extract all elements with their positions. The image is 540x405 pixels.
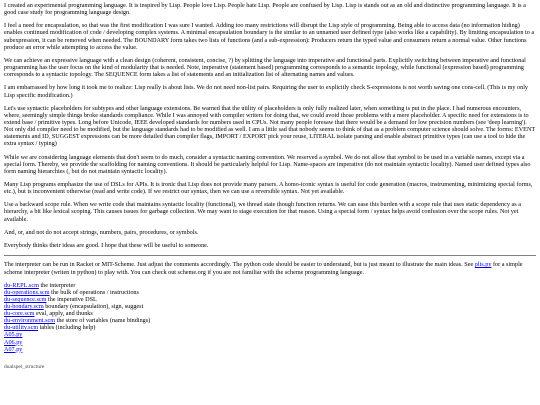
paragraph-dsl: Many Lisp programs emphasize the use of DSLs for APIs. It is ironic that Lisp does not provide many parsers. A homo-iconic syntax is useful for code generation (macros, instrumenting, minimizing special forms, etc.), but is inconvenient otherwise (read and write code). If we restrict our syntax, then we can use a reversible syntax. Not yet available. [4, 181, 533, 196]
file-description: tables (including help) [38, 324, 96, 332]
file-link-a07[interactable]: A07.py [4, 345, 23, 353]
file-description: the imperative DSL [46, 295, 97, 303]
interpreter-note-text: The interpreter can be run in Racket or MIT-Scheme. Just adjust the comments accordingly. The python code should be easier to understand, but is just meant to illustrate the main ideas. See [4, 261, 475, 269]
file-description: the store of variables (name bindings) [55, 317, 151, 325]
file-link-du-utility[interactable]: du-utility.scm [4, 324, 39, 332]
file-description: the bulk of operations / instructions [49, 288, 139, 296]
file-link-a05[interactable]: A05.py [4, 331, 23, 339]
interpreter-note [4, 261, 536, 275]
list-item [4, 339, 536, 346]
list-item [4, 310, 536, 317]
file-description: the interpreter [38, 281, 76, 289]
file-link-du-repl[interactable]: du-REPL.scm [4, 281, 39, 289]
file-description: eval, apply, and thunks [34, 310, 93, 318]
file-list [4, 282, 536, 353]
paragraph-lists: I am embarrassed by how long it took me to realize: Lisp really is about lists. We do not need non-list pairs. Requiring the user to explicitly check S-expressions is not worth saving one cons-cell. (This is my only Lisp specific modification.) [4, 84, 529, 99]
file-link-du-environment[interactable]: du-environment.scm [4, 317, 56, 325]
paragraph-naming: While we are considering language elements that don't seem to do much, consider a syntactic naming convention. We reserved a symbol. We do not allow that symbol to be used in a variable names, except via a special form. Thereby, we provide the scaffolding for naming conventions. It should be particularly helpful for Lisp. Name-spaces are imperative (do not maintain syntactic locality). Named user defined types also form naming hierarchies (, but do not maintain syntactic locality). [4, 153, 531, 175]
file-link-du-operations[interactable]: du-operations.scm [4, 288, 50, 296]
file-link-du-bondary[interactable]: du-bondary.scm [4, 303, 44, 311]
list-item [4, 282, 536, 289]
paragraph-closing: Everybody thinks their ideas are good. I hope that these will be useful to someone. [4, 242, 209, 250]
essay [4, 2, 536, 249]
paragraph-imperative-functional: We can achieve an expressive language with a clean design (coherent, consistent, concise, ?) by splitting the language into imperative and functional parts. Explicitly switching between imperative and functional programming has the user focus on the kind of modularity that is needed. Note, imperative (statement based) programming corresponds to a semantic topology, while functional (expression based) programming corresponds to a syntactic topology. The SEQUENCE form takes a list of statements and an initialization list of alternating names and values. [4, 56, 526, 79]
list-item [4, 346, 536, 353]
paragraph-intro: I created an experimental programming language. It is inspired by Lisp. People love Lisp. People hate Lisp. People are confused by Lisp. Lisp is stands out as an old and distinctive programming language. It is a good case study for programming language design. [4, 2, 526, 17]
list-item [4, 331, 536, 338]
paragraph-encapsulation: I feel a need for encapsulation, so that was the first modification I was sure I wanted. Adding too many restrictions will disrupt the Lisp style of programming. Being able to access data (no information hiding) enables continued modification of code / developing complex systems. A minimal encapsulation boundary is the similar to an unnamed user defined type (also works like a capability). By limiting encapsulation to a subexpression, it can be removed when needed. The BOUNDARY form takes two lists of functions (and a sub-expression): Producers return the typed value and consumers return a normal value. Other functions produce an error while attempting to access the value. [4, 22, 535, 51]
divider [4, 255, 536, 256]
list-item [4, 317, 536, 324]
list-item [4, 289, 536, 296]
paragraph-logic: And, or, and not do not accept strings, numbers, pairs, procedures, or symbols. [4, 228, 199, 236]
list-item [4, 303, 536, 310]
file-link-du-sequence[interactable]: du-sequence.scm [4, 295, 47, 303]
interpreter-note-text-end: for a simple scheme interpreter (writen in python) to play with. You can check out scheme.org if you are not familiar with the scheme programming language. [4, 261, 523, 276]
file-link-a06[interactable]: A06.py [4, 338, 23, 346]
plis-link[interactable]: plis.py [474, 261, 492, 269]
list-item [4, 296, 536, 303]
paragraph-scope-rule: Use a backward scope rule. When we write code that maintains syntactic locality (functional), we thread state though function returns. We can ease this burden with a scope rule that uses static dependency as a hierarchy, a bit like lexical scoping. This causes issues for garbage collection. We may want to stage execution for that reason. Using a special form / syntax helps avoid confusion over the scope rules. Not yet available. [4, 201, 521, 223]
paragraph-placeholders: Let's use syntactic placeholders for subtypes and other language extensions. Be warned that the utility of placeholders is only fully realized later, when something is put in the place. I had numerous encounters, where, seemingly simple things broke standards compliance. While I was annoyed with compiler writers for doing that, we could avoid those problems with a mere placeholder. A specific need for extensions is to extend base / primitive types. Long before Unicode, IEEE developed standards for numbers used in CPUs. Not many people foresaw that there would be a demand for low precision numbers (see 'deep learning'). Not only did compiler need to be modified, but the language standards had to be modified as well. I am a little sad that nobody seems to think of that as a problem computer science should solve. The forms: EVENT statements and ID, SUGGEST expressions can be more detailed than compiler flags, IMPORT / EXPORT pick your reuse, LITERAL isolate parsing and enable abstract primitive types (can use a tool to hide the extra syntax / typing) [4, 104, 536, 148]
list-item [4, 324, 536, 331]
file-link-du-core[interactable]: du-core.scm [4, 310, 35, 318]
footer-caption: dualspel_structure [4, 363, 45, 370]
file-description: boundary (encapsulation), sign, suggest [43, 303, 144, 311]
